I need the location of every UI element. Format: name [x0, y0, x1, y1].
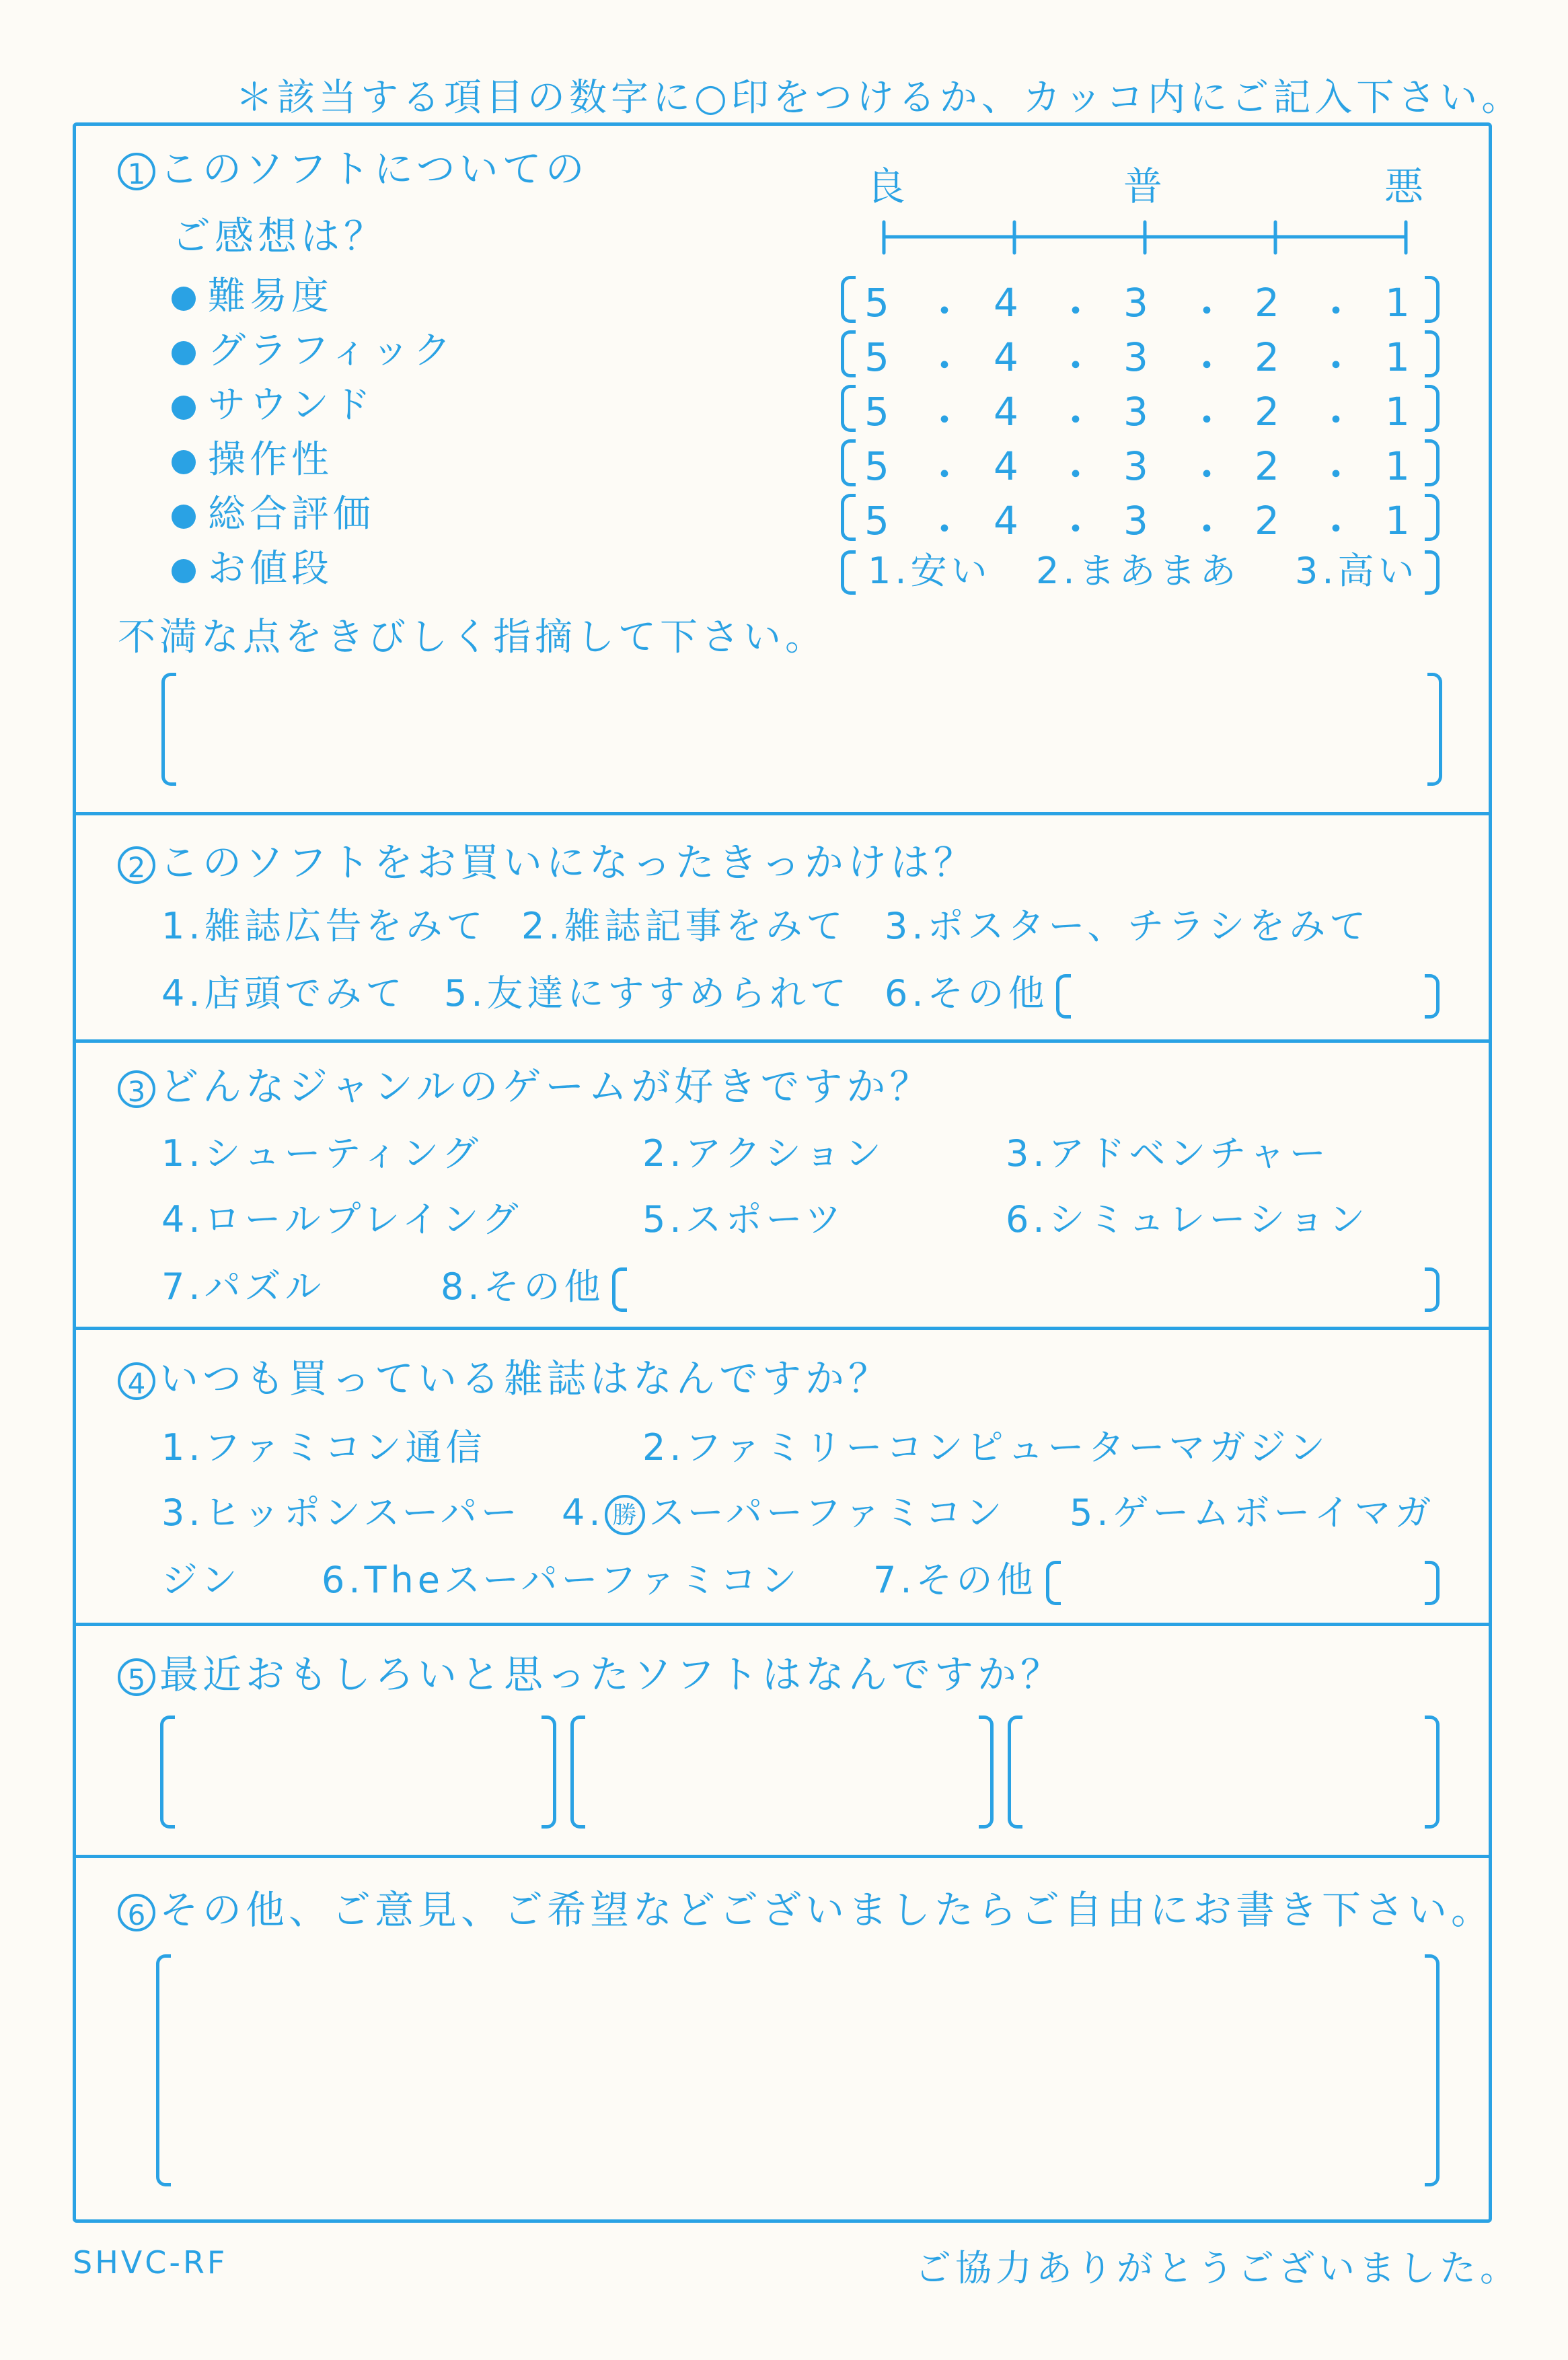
section-divider: [73, 1855, 1492, 1858]
rating-value[interactable]: 2: [1255, 498, 1279, 544]
rating-separator: ・: [925, 343, 965, 389]
bracket-right: [1425, 439, 1440, 486]
q3-option-2[interactable]: 2.アクション: [642, 1132, 885, 1175]
rating-value[interactable]: 4: [994, 443, 1018, 489]
q3-other-bracket-left[interactable]: [612, 1267, 627, 1312]
bullet-icon: [172, 450, 196, 474]
complaint-prompt: 不満な点をきびしく指摘して下さい。: [118, 616, 827, 659]
rating-value[interactable]: 3: [1123, 334, 1148, 380]
bullet-icon: [172, 341, 196, 365]
price-option-fair[interactable]: 2.まあまあ: [1036, 550, 1240, 592]
q4-title: 4 いつも買っている雑誌はなんですか？: [118, 1359, 891, 1400]
rating-row: [837, 383, 1456, 443]
q6-title: 6 その他、ご意見、ご希望などございましたらご自由にお書き下さい。: [118, 1890, 1494, 1931]
rating-value[interactable]: 3: [1123, 389, 1148, 435]
section-divider: [73, 812, 1492, 815]
rating-separator: ・: [1187, 452, 1227, 498]
rating-value[interactable]: 1: [1385, 334, 1410, 380]
q6-comment-bracket-left[interactable]: [156, 1954, 171, 2186]
bracket-left: [841, 276, 856, 323]
bracket-right: [1425, 494, 1440, 541]
q1-item-price: お値段: [172, 550, 333, 588]
bracket-right: [1425, 385, 1440, 432]
rating-value[interactable]: 3: [1123, 443, 1148, 489]
q4-option-7[interactable]: 7.その他: [873, 1559, 1037, 1601]
q4-option-6[interactable]: 6.Theスーパーファミコン: [322, 1559, 801, 1601]
q4-option-4[interactable]: 4. 勝 スーパーファミコン: [562, 1495, 1006, 1535]
q1-item-controls: 操作性: [172, 441, 333, 479]
rating-value[interactable]: 2: [1255, 443, 1279, 489]
q5-answer-3-bracket-left[interactable]: [1008, 1716, 1022, 1829]
rating-value[interactable]: 4: [994, 280, 1018, 326]
q3-option-6[interactable]: 6.シミュレーション: [1006, 1198, 1370, 1241]
bracket-left: [841, 494, 856, 541]
q6-comment-bracket-right[interactable]: [1425, 1954, 1440, 2186]
q4-option-5-continued[interactable]: ジン: [161, 1559, 241, 1601]
section-divider: [73, 1327, 1492, 1330]
section-divider: [73, 1623, 1492, 1626]
q1-title: 1 このソフトについての: [118, 149, 589, 190]
rating-row: [837, 492, 1456, 552]
q5-answer-3-bracket-right[interactable]: [1425, 1716, 1440, 1829]
rating-value[interactable]: 1: [1385, 389, 1410, 435]
q2-title: 2 このソフトをお買いになったきっかけは？: [118, 843, 977, 884]
q4-other-bracket-left[interactable]: [1046, 1561, 1061, 1605]
bullet-icon: [172, 559, 196, 583]
rating-value[interactable]: 5: [864, 280, 889, 326]
q5-answer-1-bracket-right[interactable]: [542, 1716, 556, 1829]
rating-row: [837, 274, 1456, 334]
rating-separator: ・: [1056, 452, 1096, 498]
rating-value[interactable]: 4: [994, 498, 1018, 544]
scale-average-label: 普: [1123, 163, 1167, 209]
rating-value[interactable]: 2: [1255, 389, 1279, 435]
q5-answer-2-bracket-left[interactable]: [570, 1716, 585, 1829]
rating-separator: ・: [925, 289, 965, 334]
q4-number: 4: [118, 1362, 155, 1400]
rating-scale-axis: [868, 215, 1419, 262]
bullet-icon: [172, 287, 196, 311]
q3-option-3[interactable]: 3.アドベンチャー: [1006, 1132, 1330, 1175]
scale-good-label: 良: [866, 163, 910, 209]
q4-option-5[interactable]: 5.ゲームボーイマガ: [1070, 1491, 1435, 1534]
q2-option-4[interactable]: 4.店頭でみて: [161, 972, 406, 1015]
q5-answer-2-bracket-right[interactable]: [979, 1716, 994, 1829]
q1-item-sound: サウンド: [172, 387, 375, 425]
price-option-expensive[interactable]: 3.高い: [1295, 550, 1419, 592]
rating-value[interactable]: 1: [1385, 498, 1410, 544]
q4-option-3[interactable]: 3.ヒッポンスーパー: [161, 1491, 521, 1534]
bullet-icon: [172, 396, 196, 420]
q4-other-bracket-right[interactable]: [1425, 1561, 1440, 1605]
rating-separator: ・: [1056, 507, 1096, 552]
q6-number: 6: [118, 1894, 155, 1931]
rating-value[interactable]: 1: [1385, 443, 1410, 489]
instruction-note: ＊該当する項目の数字に○印をつけるか、カッコ内にご記入下さい。: [235, 76, 1524, 120]
bracket-right: [1425, 276, 1440, 323]
q2-option-1[interactable]: 1.雑誌広告をみて: [161, 905, 487, 947]
rating-separator: ・: [1316, 452, 1356, 498]
q3-option-4[interactable]: 4.ロールプレイング: [161, 1198, 523, 1241]
complaint-field-bracket-left[interactable]: [161, 673, 176, 786]
q3-title: 3 どんなジャンルのゲームが好きですか？: [118, 1067, 932, 1108]
rating-separator: ・: [925, 398, 965, 443]
bracket-right: [1425, 330, 1440, 377]
q1-item-graphics: グラフィック: [172, 332, 455, 370]
rating-separator: ・: [925, 452, 965, 498]
rating-value[interactable]: 2: [1255, 280, 1279, 326]
q2-other-bracket-left[interactable]: [1056, 974, 1071, 1019]
q5-title: 5 最近おもしろいと思ったソフトはなんですか？: [118, 1655, 1063, 1696]
q2-option-2[interactable]: 2.雑誌記事をみて: [521, 905, 847, 947]
rating-value[interactable]: 4: [994, 389, 1018, 435]
q5-number: 5: [118, 1658, 155, 1696]
rating-separator: ・: [1316, 398, 1356, 443]
rating-value[interactable]: 2: [1255, 334, 1279, 380]
q1-item-overall: 総合評価: [172, 496, 375, 533]
rating-value[interactable]: 1: [1385, 280, 1410, 326]
thank-you-note: ご協力ありがとうございました。: [915, 2247, 1520, 2289]
rating-separator: ・: [1316, 343, 1356, 389]
q2-option-6[interactable]: 6.その他: [885, 972, 1049, 1015]
q1-number: 1: [118, 153, 155, 190]
q5-answer-1-bracket-left[interactable]: [160, 1716, 175, 1829]
rating-separator: ・: [1056, 398, 1096, 443]
rating-separator: ・: [1187, 343, 1227, 389]
q2-option-5[interactable]: 5.友達にすすめられて: [444, 972, 851, 1015]
q3-option-5[interactable]: 5.スポーツ: [642, 1198, 846, 1241]
rating-value[interactable]: 3: [1123, 498, 1148, 544]
circled-win-icon: 勝: [605, 1495, 645, 1535]
q3-option-1[interactable]: 1.シューティング: [161, 1132, 483, 1175]
complaint-field-bracket-right[interactable]: [1427, 673, 1442, 786]
q3-option-7[interactable]: 7.パズル: [161, 1265, 326, 1308]
q2-other-bracket-right[interactable]: [1425, 974, 1440, 1019]
price-option-cheap[interactable]: 1.安い: [868, 550, 992, 592]
bracket-left: [841, 550, 856, 595]
rating-separator: ・: [1187, 507, 1227, 552]
q4-option-2[interactable]: 2.ファミリーコンピューターマガジン: [642, 1426, 1330, 1469]
rating-separator: ・: [1316, 289, 1356, 334]
bracket-left: [841, 385, 856, 432]
rating-separator: ・: [1187, 289, 1227, 334]
scale-bad-label: 悪: [1384, 163, 1428, 209]
bracket-left: [841, 439, 856, 486]
rating-separator: ・: [1056, 289, 1096, 334]
rating-value[interactable]: 5: [864, 498, 889, 544]
q2-option-3[interactable]: 3.ポスター、チラシをみて: [885, 905, 1370, 947]
rating-value[interactable]: 5: [864, 389, 889, 435]
rating-row: [837, 438, 1456, 498]
section-divider: [73, 1039, 1492, 1043]
bracket-right: [1425, 550, 1440, 595]
q1-item-difficulty: 難易度: [172, 278, 333, 316]
q3-number: 3: [118, 1070, 155, 1108]
q3-other-bracket-right[interactable]: [1425, 1267, 1440, 1312]
q3-option-8[interactable]: 8.その他: [441, 1265, 605, 1308]
q4-option-1[interactable]: 1.ファミコン通信: [161, 1426, 486, 1469]
q2-number: 2: [118, 846, 155, 884]
rating-value[interactable]: 5: [864, 443, 889, 489]
rating-separator: ・: [1056, 343, 1096, 389]
rating-row: [837, 329, 1456, 389]
rating-separator: ・: [1316, 507, 1356, 552]
bullet-icon: [172, 505, 196, 529]
rating-value[interactable]: 4: [994, 334, 1018, 380]
rating-value[interactable]: 5: [864, 334, 889, 380]
bracket-left: [841, 330, 856, 377]
form-code: SHVC-RF: [73, 2244, 228, 2281]
q1-subtitle: ご感想は？: [172, 213, 387, 259]
rating-separator: ・: [925, 507, 965, 552]
rating-value[interactable]: 3: [1123, 280, 1148, 326]
rating-separator: ・: [1187, 398, 1227, 443]
